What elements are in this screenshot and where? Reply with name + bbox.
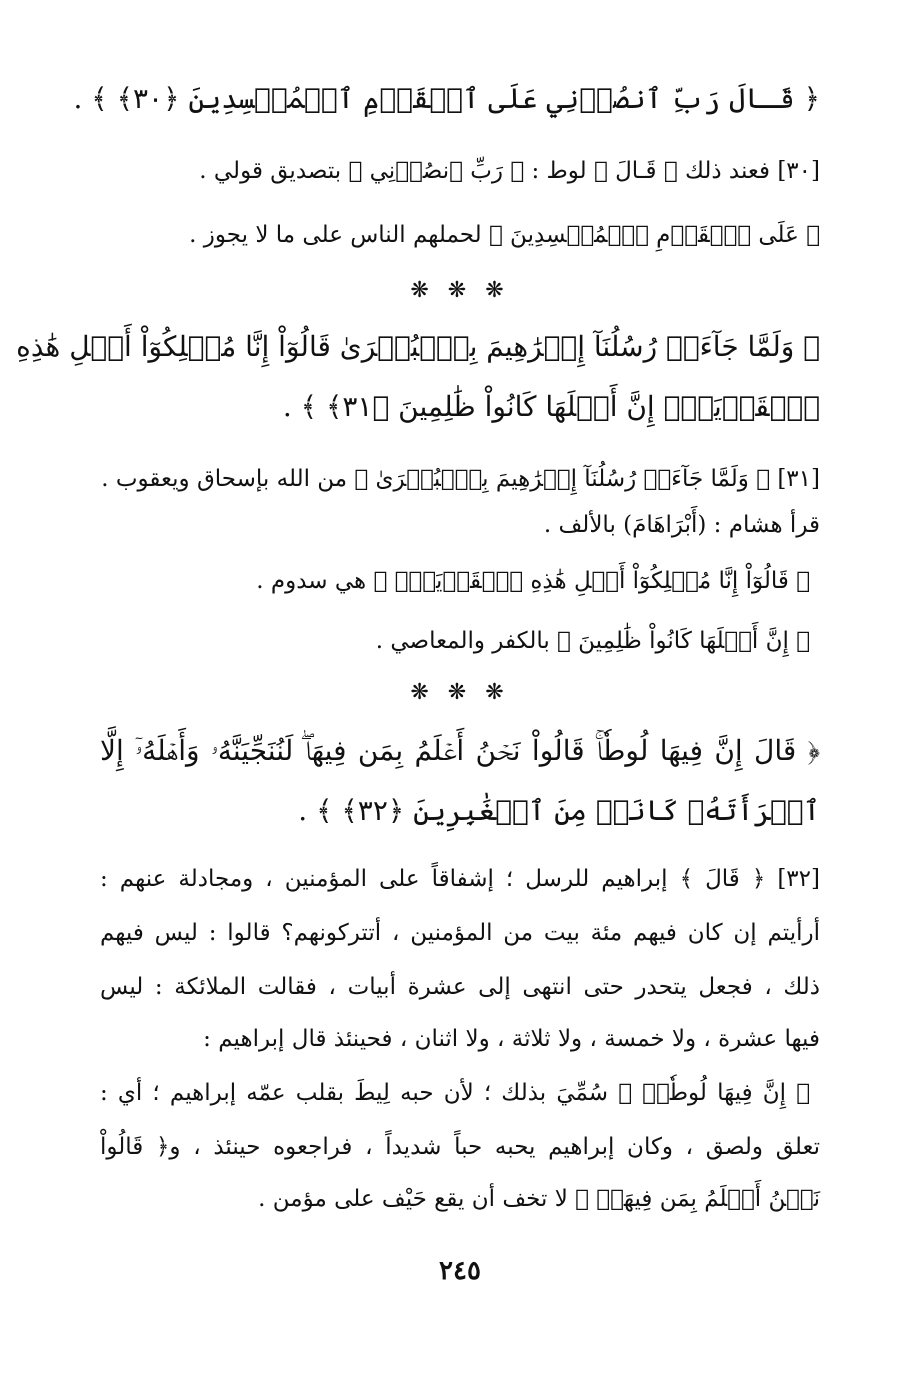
commentary-line: ﴿ قَالُوٓاْ إِنَّا مُهۡلِكُوٓاْ أَهۡلِ هَٰذِهِ ٱلۡقَرۡيَةِۖ ﴾ هي سدوم . xyxy=(256,568,810,594)
commentary-line: أرأيتم إن كان فيهم مئة بيت من المؤمنين ، أتتركونهم؟ قالوا : ليس فيهم xyxy=(100,920,820,946)
commentary-line: نَحۡنُ أَعۡلَمُ بِمَن فِيهَاۖ ﴾ لا تخف أن يقع حَيْف على مؤمن . xyxy=(258,1186,820,1212)
commentary-line: ﴿ إِنَّ فِيهَا لُوطٗاۚ ﴾ سُمِّيَ بذلك ؛ لأن حبه لِيطَ بقلب عمّه إبراهيم ؛ أي : xyxy=(100,1080,810,1106)
commentary-line: تعلق ولصق ، وكان إبراهيم يحبه حباً شديداً ، فراجعوه حينئذ ، و﴿ قَالُواْ xyxy=(100,1134,820,1160)
commentary-line: [٣١] ﴿ وَلَمَّا جَآءَتۡ رُسُلُنَآ إِبۡرَٰهِيمَ بِٱلۡبُشۡرَىٰ ﴾ من الله بإسحاق ويعقوب . xyxy=(101,466,820,492)
verse-30: ﴿ قَـالَ رَبِّ ٱنصُرۡنِي عَلَى ٱلۡقَوۡمِ ٱلۡمُفۡسِدِينَ ﴿٣٠﴾ ﴾ . xyxy=(73,82,820,115)
page-number: ٢٤٥ xyxy=(439,1256,481,1286)
commentary-line: فيها عشرة ، ولا خمسة ، ولا ثلاثة ، ولا اثنان ، فحينئذ قال إبراهيم : xyxy=(203,1026,820,1052)
section-separator: ❋ ❋ ❋ xyxy=(410,680,510,705)
section-separator: ❋ ❋ ❋ xyxy=(410,278,510,303)
commentary-line: ﴿ إِنَّ أَهۡلَهَا كَانُواْ ظَٰلِمِينَ ﴾ بالكفر والمعاصي . xyxy=(375,628,810,654)
verse-32-line-2: ٱمۡرَأَتَهُۥ كَانَتۡ مِنَ ٱلۡغَٰبِرِينَ ﴿٣٢﴾ ﴾ . xyxy=(298,794,820,827)
commentary-line: ﴿ عَلَى ٱلۡقَوۡمِ ٱلۡمُفۡسِدِينَ ﴾ لحملهم الناس على ما لا يجوز . xyxy=(189,222,820,248)
commentary-line: قرأ هشام : (أَبْرَاهَامَ) بالألف . xyxy=(543,512,820,538)
commentary-line: [٣٠] فعند ذلك ﴿ قَـالَ ﴾ لوط : ﴿ رَبِّ ٱنصُرۡنِي ﴾ بتصديق قولي . xyxy=(199,158,820,184)
commentary-line: ذلك ، فجعل يتحدر حتى انتهى إلى عشرة أبيات ، فقالت الملائكة : ليس xyxy=(100,974,821,1000)
verse-31-line-1: ﴿ وَلَمَّا جَآءَتۡ رُسُلُنَآ إِبۡرَٰهِيمَ بِٱلۡبُشۡرَىٰ قَالُوٓاْ إِنَّا مُهۡلِكُوٓاْ أَهۡلِ هَٰذِهِ xyxy=(16,330,820,363)
verse-31-line-2: ٱلۡقَرۡيَةِۖ إِنَّ أَهۡلَهَا كَانُواْ ظَٰلِمِينَ ﴿٣١﴾ ﴾ . xyxy=(282,390,820,423)
verse-32-line-1: ﴿ قَالَ إِنَّ فِيهَا لُوطٗاۚ قَالُواْ نَحۡنُ أَعۡلَمُ بِمَن فِيهَاۖ لَنُنَجِّيَنَّهُۥ وَأَهۡلَهُۥٓ إِلَّا xyxy=(100,734,820,767)
commentary-line: [٣٢] ﴿ قَالَ ﴾ إبراهيم للرسل ؛ إشفاقاً على المؤمنين ، ومجادلة عنهم : xyxy=(100,866,820,892)
